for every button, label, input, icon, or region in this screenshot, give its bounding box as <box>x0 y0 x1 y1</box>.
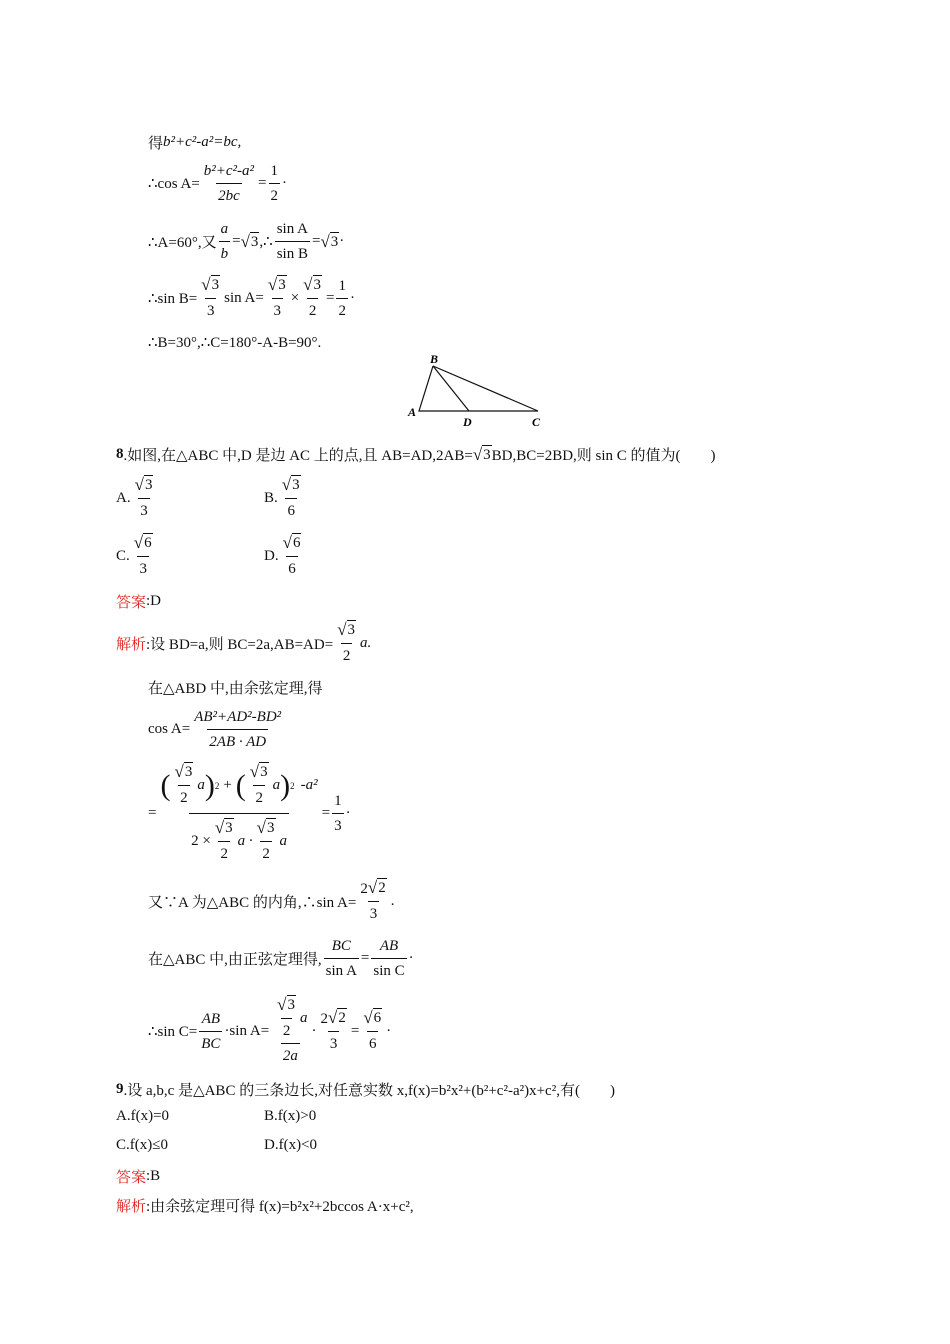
sqrt3-over-3: √ 3 3 <box>199 275 222 322</box>
sqrt3: √ 3 <box>240 231 259 251</box>
q8-option-a[interactable]: A. √ 3 3 <box>116 475 157 522</box>
label-b: B <box>430 352 439 366</box>
q8-analysis-line-2: 在△ABD 中,由余弦定理,得 <box>148 681 323 697</box>
label-a: A <box>408 405 417 419</box>
triangle-figure <box>405 352 555 430</box>
q8-analysis-line-4: = ( √ 3 2 a ) 2 + ( √ 3 2 a ) 2 -a² 2 × √ 3 2 a · √ 3 2 a = $\frac{1}{3}$ · <box>148 762 351 865</box>
cos-a-fraction: $\frac{\text{AB²+AD²-BD²}}{2AB \cdot AD}$ <box>192 706 283 753</box>
bc-relation: b²+c²-a²=bc, <box>163 134 242 150</box>
big-fraction: ( √ 3 2 a ) 2 + ( √ 3 2 a ) 2 -a² 2 × √ 3 2 a · √ 3 2 a <box>158 762 319 865</box>
half-fraction: $\frac{1}{2}$ <box>269 160 281 207</box>
q8-stem: 8 .如图,在△ABC 中,D 是边 AC 上的点,且 AB=AD,2AB= √ 3 BD,BC=2BD,则 sin C 的值为( ) <box>116 444 716 464</box>
sqrt3-over-2: √ 3 2 <box>248 762 271 809</box>
sqrt3-over-2: √ 3 2 <box>335 620 358 667</box>
sqrt3-over-2: √ 3 2 <box>172 762 195 809</box>
sqrt3-over-2: √ 3 2 <box>255 818 278 865</box>
sqrt3: √ 3 <box>472 444 491 464</box>
answer-label: 答案 <box>116 1170 147 1186</box>
bc-over-sin-a: $\frac{BC}{\text{sin A}}$ <box>324 935 359 982</box>
ab-over-bc: $\frac{AB}{BC}$ <box>199 1008 222 1055</box>
one-third: $\frac{1}{3}$ <box>332 790 344 837</box>
q8-analysis-line-5: 又∵A 为△ABC 的内角,∴sin A= 2 √ 2 3 . <box>148 878 394 925</box>
q8-answer: 答案 :D <box>116 593 162 611</box>
label-c: C <box>532 415 541 429</box>
sin-a-value: 2 √ 2 3 <box>358 878 388 925</box>
q8-option-d[interactable]: D. √ 6 6 <box>264 533 305 580</box>
sqrt3-over-2: √ 3 2 <box>213 818 236 865</box>
answer-label: 答案 <box>116 595 147 611</box>
derivation-line-1: 得 b²+c²-a²=bc, <box>148 134 242 152</box>
q9-answer: 答案 :B <box>116 1168 161 1186</box>
sqrt3-over-3: √ 3 3 <box>266 275 289 322</box>
sin-ratio: $\frac{\text{sin A}}{\text{sin B}}$ <box>275 218 310 265</box>
nested-fraction: √ 3 2 a 2a <box>271 995 309 1067</box>
sqrt3-over-2: √ 3 2 <box>275 995 298 1042</box>
sqrt3-over-6: √ 3 6 <box>280 475 303 522</box>
derivation-line-4: ∴sin B= √ 3 3 sin A= √ 3 3 × √ 3 2 = $\frac{1}{2}$ · <box>148 275 355 322</box>
q9-stem: 9 .设 a,b,c 是△ABC 的三条边长,对任意实数 x,f(x)=b²x²+(b²+c²-a²)x+c²,有( ) <box>116 1081 615 1099</box>
derivation-line-5: ∴B=30°,∴C=180°-A-B=90°. <box>148 335 322 351</box>
segment-bd <box>433 366 469 411</box>
derivation-line-2: ∴cos A= $\frac{\text{b²+c²-a²}}{2bc}$ = $\frac{1}{2}$ · <box>148 160 287 207</box>
q9-option-a[interactable]: A.f(x)=0 <box>116 1108 170 1124</box>
q8-analysis-line-1: 解析 :设 BD=a,则 BC=2a,AB=AD= √ 3 2 a. <box>116 620 371 667</box>
q9-analysis: 解析 :由余弦定理可得 f(x)=b²x²+2bccos A·x+c², <box>116 1195 414 1216</box>
sqrt3-over-3: √ 3 3 <box>133 475 156 522</box>
sqrt6-over-3: √ 6 3 <box>132 533 155 580</box>
q8-option-b[interactable]: B. √ 3 6 <box>264 475 305 522</box>
derivation-line-3: ∴A=60°,又 $\frac{a}{b}$ = √ 3 ,∴ $\frac{\text{sin A}}{\text{sin B}}$ = √ 3 · <box>148 218 344 265</box>
sqrt6-over-6: √ 6 6 <box>361 1008 384 1055</box>
q9-option-d[interactable]: D.f(x)<0 <box>264 1137 318 1153</box>
a-over-b: $\frac{a}{b}$ <box>219 218 231 265</box>
analysis-label: 解析 <box>116 1199 147 1215</box>
q8-analysis-line-3: cos A= $\frac{\text{AB²+AD²-BD²}}{2AB \cdot AD}$ <box>148 706 285 753</box>
label-d: D <box>463 415 472 429</box>
ab-over-sin-c: $\frac{AB}{\text{sin C}}$ <box>371 935 406 982</box>
q8-analysis-line-7: ∴sin C= $\frac{AB}{BC}$ ·sin A= √ 3 2 a 2a · 2 √ 2 3 = √ 6 6 · <box>148 995 391 1067</box>
triangle-outline <box>419 366 538 411</box>
sqrt6-over-6: √ 6 6 <box>281 533 304 580</box>
sqrt3-over-2: √ 3 2 <box>301 275 324 322</box>
half-fraction: $\frac{1}{2}$ <box>336 275 348 322</box>
q9-number: 9 <box>116 1081 124 1097</box>
q8-option-c[interactable]: C. √ 6 3 <box>116 533 157 580</box>
q8-number: 8 <box>116 446 124 462</box>
sin-a-value: 2 √ 2 3 <box>319 1008 349 1055</box>
cos-fraction: $\frac{\text{b²+c²-a²}}{2bc}$ <box>202 160 256 207</box>
analysis-label: 解析 <box>116 637 147 653</box>
sqrt3: √ 3 <box>320 231 339 251</box>
q8-analysis-line-6: 在△ABC 中,由正弦定理得, $\frac{BC}{\text{sin A}}$ = $\frac{AB}{\text{sin C}}$ · <box>148 935 414 982</box>
q9-option-c[interactable]: C.f(x)≤0 <box>116 1137 168 1153</box>
q9-option-b[interactable]: B.f(x)>0 <box>264 1108 317 1124</box>
